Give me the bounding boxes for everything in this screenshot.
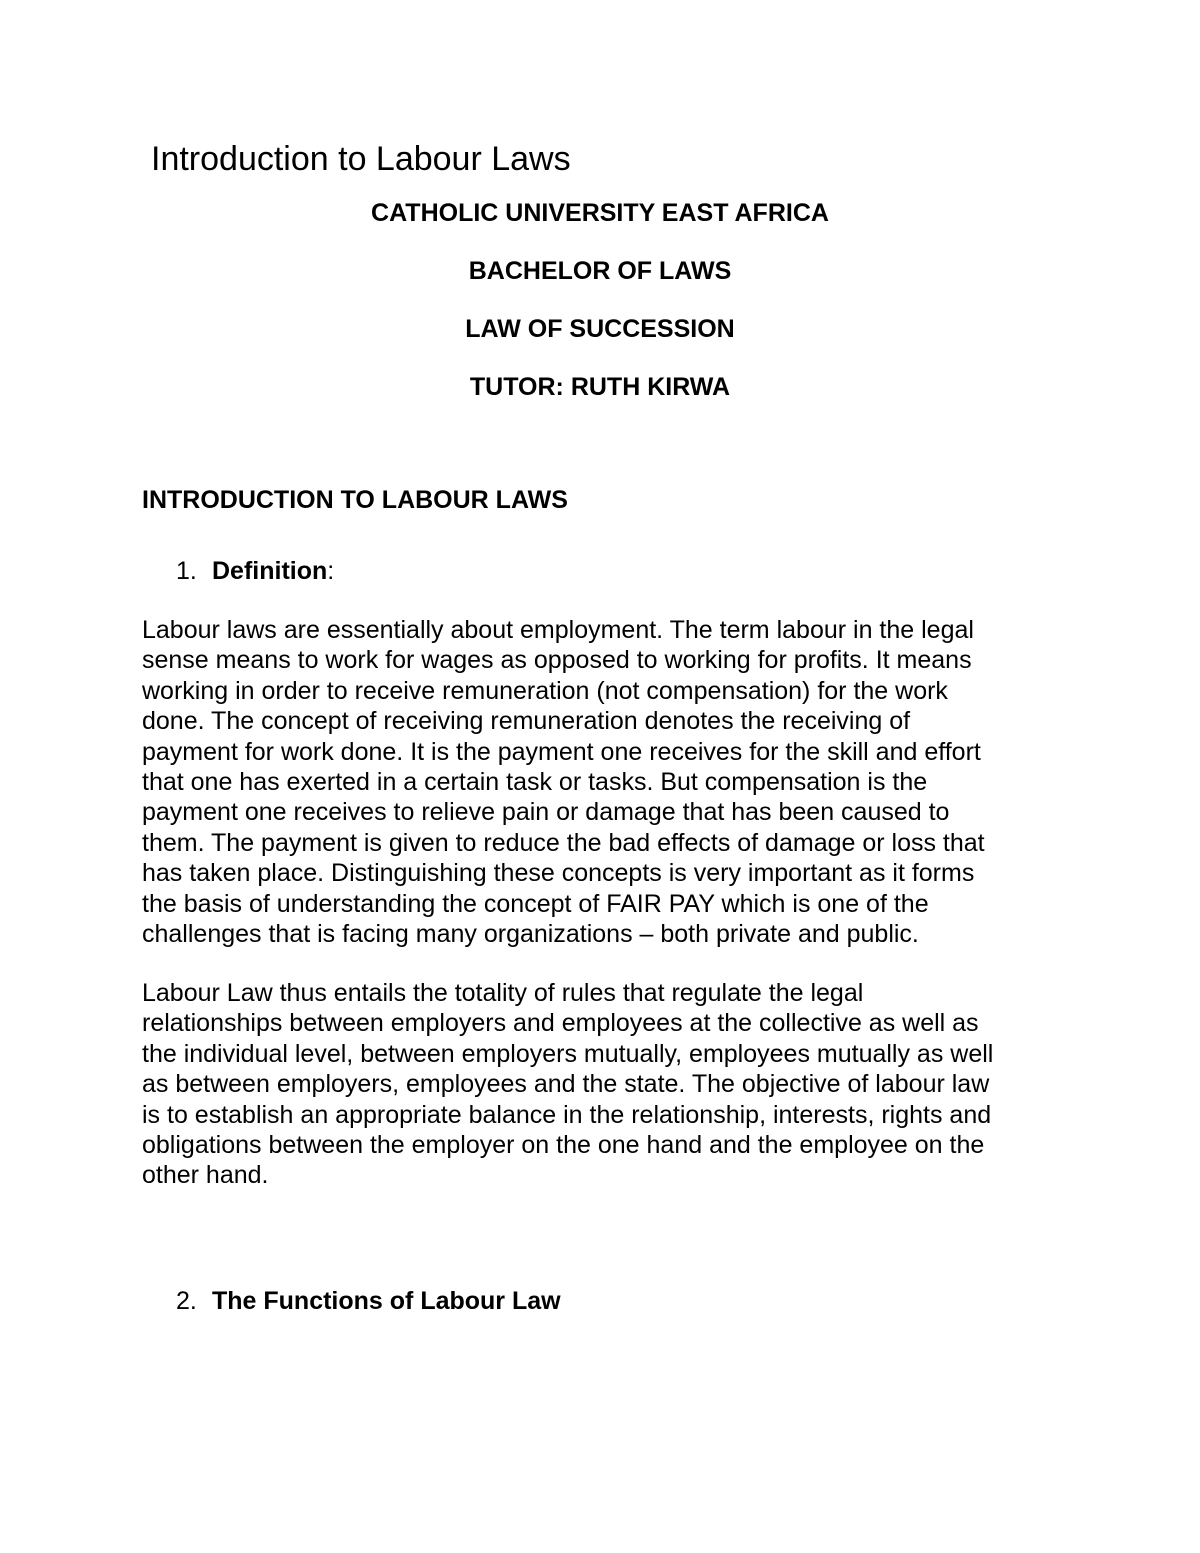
paragraph-line: the individual level, between employers mutually, employees mutually as well — [142, 1039, 994, 1068]
paragraph-line: Labour Law thus entails the totality of rules that regulate the legal — [142, 979, 864, 1007]
paragraph-line: as between employers, employees and the state. The objective of labour law — [142, 1070, 990, 1099]
list-number: 2. — [176, 1287, 197, 1315]
list-item-functions — [176, 1287, 561, 1316]
paragraph-line: that one has exerted in a certain task or tasks. But compensation is the — [142, 768, 928, 797]
tutor-name: TUTOR: RUTH KIRWA — [469, 373, 731, 401]
paragraph-line: is to establish an appropriate balance in the relationship, interests, rights and — [142, 1100, 992, 1129]
list-item-definition — [176, 557, 334, 586]
paragraph-line: has taken place. Distinguishing these concepts is very important as it forms — [142, 859, 975, 888]
paragraph-line: other hand. — [142, 1161, 269, 1190]
course-name: LAW OF SUCCESSION — [465, 315, 735, 343]
paragraph-line: relationships between employers and employees at the collective as well as — [142, 1009, 979, 1038]
paragraph-line: payment for work done. It is the payment one receives for the skill and effort — [142, 737, 981, 766]
degree-name: BACHELOR OF LAWS — [468, 257, 732, 285]
paragraph-labour-law — [142, 978, 1062, 1191]
paragraph-line: Labour laws are essentially about employment. The term labour in the legal — [142, 616, 974, 644]
section-heading: INTRODUCTION TO LABOUR LAWS — [142, 486, 568, 514]
paragraph-line: challenges that is facing many organizations – both private and public. — [142, 920, 919, 949]
paragraph-line: the basis of understanding the concept of FAIR PAY which is one of the — [142, 889, 929, 918]
paragraph-line: working in order to receive remuneration (not compensation) for the work — [142, 676, 948, 705]
paragraph-definition — [142, 615, 1062, 949]
list-number: 1. — [176, 557, 197, 585]
paragraph-line: done. The concept of receiving remuneration denotes the receiving of — [142, 707, 911, 736]
university-name: CATHOLIC UNIVERSITY EAST AFRICA — [371, 199, 829, 227]
paragraph-line: sense means to work for wages as opposed to working for profits. It means — [142, 646, 972, 675]
list-label: Definition — [212, 557, 328, 585]
list-label-suffix: : — [327, 557, 335, 585]
document-title: Introduction to Labour Laws — [151, 140, 571, 178]
list-label: The Functions of Labour Law — [212, 1287, 561, 1315]
paragraph-line: obligations between the employer on the one hand and the employee on the — [142, 1131, 985, 1160]
paragraph-line: them. The payment is given to reduce the bad effects of damage or loss that — [142, 828, 985, 857]
paragraph-line: payment one receives to relieve pain or damage that has been caused to — [142, 798, 950, 827]
